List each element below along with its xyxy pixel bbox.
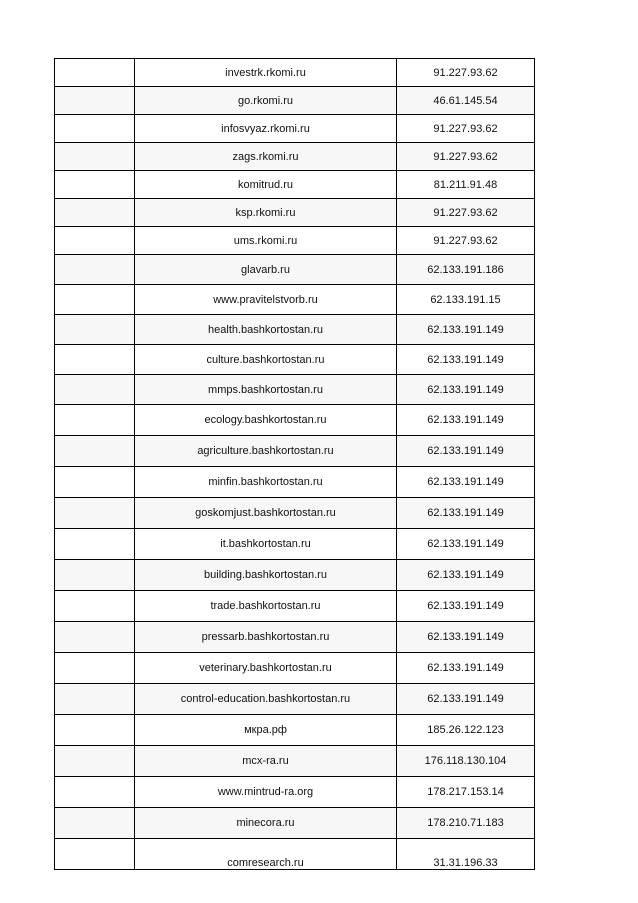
- empty-cell: [55, 255, 135, 285]
- ip-cell: 91.227.93.62: [397, 199, 535, 227]
- ip-cell: 62.133.191.149: [397, 375, 535, 405]
- empty-cell: [55, 498, 135, 529]
- ip-cell: 62.133.191.149: [397, 591, 535, 622]
- ip-cell: 62.133.191.186: [397, 255, 535, 285]
- table-row: [55, 591, 535, 622]
- empty-cell: [55, 622, 135, 653]
- empty-cell: [55, 59, 135, 87]
- ip-cell: 91.227.93.62: [397, 115, 535, 143]
- table-row: [55, 375, 535, 405]
- domain-cell: glavarb.ru: [135, 255, 397, 285]
- empty-cell: [55, 315, 135, 345]
- domain-cell: comresearch.ru: [135, 839, 397, 870]
- empty-cell: [55, 653, 135, 684]
- empty-cell: [55, 227, 135, 255]
- domain-cell: trade.bashkortostan.ru: [135, 591, 397, 622]
- domain-cell: goskomjust.bashkortostan.ru: [135, 498, 397, 529]
- ip-cell: 81.211.91.48: [397, 171, 535, 199]
- domain-cell: ums.rkomi.ru: [135, 227, 397, 255]
- domain-cell: mmps.bashkortostan.ru: [135, 375, 397, 405]
- domain-cell: komitrud.ru: [135, 171, 397, 199]
- table-row: [55, 199, 535, 227]
- ip-cell: 91.227.93.62: [397, 59, 535, 87]
- ip-cell: 62.133.191.149: [397, 405, 535, 436]
- empty-cell: [55, 115, 135, 143]
- empty-cell: [55, 808, 135, 839]
- domain-cell: ksp.rkomi.ru: [135, 199, 397, 227]
- empty-cell: [55, 436, 135, 467]
- table-row: [55, 746, 535, 777]
- ip-cell: 178.217.153.14: [397, 777, 535, 808]
- ip-cell: 62.133.191.149: [397, 653, 535, 684]
- domain-cell: zags.rkomi.ru: [135, 143, 397, 171]
- table-row: [55, 808, 535, 839]
- table-row: [55, 839, 535, 870]
- empty-cell: [55, 143, 135, 171]
- empty-cell: [55, 285, 135, 315]
- table-row: [55, 622, 535, 653]
- table-row: [55, 715, 535, 746]
- domain-cell: building.bashkortostan.ru: [135, 560, 397, 591]
- ip-cell: 178.210.71.183: [397, 808, 535, 839]
- ip-cell: 31.31.196.33: [397, 839, 535, 870]
- table-row: [55, 529, 535, 560]
- ip-cell: 62.133.191.149: [397, 622, 535, 653]
- table-row: [55, 345, 535, 375]
- domain-cell: mcx-ra.ru: [135, 746, 397, 777]
- empty-cell: [55, 746, 135, 777]
- empty-cell: [55, 345, 135, 375]
- domain-cell: investrk.rkomi.ru: [135, 59, 397, 87]
- ip-cell: 91.227.93.62: [397, 143, 535, 171]
- table-row: [55, 777, 535, 808]
- ip-cell: 46.61.145.54: [397, 87, 535, 115]
- ip-cell: 185.26.122.123: [397, 715, 535, 746]
- ip-cell: 176.118.130.104: [397, 746, 535, 777]
- table-row: [55, 467, 535, 498]
- empty-cell: [55, 529, 135, 560]
- ip-cell: 62.133.191.149: [397, 498, 535, 529]
- empty-cell: [55, 375, 135, 405]
- ip-cell: 62.133.191.149: [397, 345, 535, 375]
- domain-cell: pressarb.bashkortostan.ru: [135, 622, 397, 653]
- table-row: [55, 405, 535, 436]
- domain-cell: www.pravitelstvorb.ru: [135, 285, 397, 315]
- domain-ip-table-container: [54, 58, 534, 869]
- empty-cell: [55, 560, 135, 591]
- table-row: [55, 115, 535, 143]
- domain-cell: go.rkomi.ru: [135, 87, 397, 115]
- domain-ip-table: [54, 58, 535, 870]
- table-row: [55, 171, 535, 199]
- empty-cell: [55, 591, 135, 622]
- table-row: [55, 436, 535, 467]
- empty-cell: [55, 171, 135, 199]
- empty-cell: [55, 87, 135, 115]
- domain-cell: www.mintrud-ra.org: [135, 777, 397, 808]
- table-row: [55, 143, 535, 171]
- domain-cell: ecology.bashkortostan.ru: [135, 405, 397, 436]
- domain-cell: culture.bashkortostan.ru: [135, 345, 397, 375]
- empty-cell: [55, 715, 135, 746]
- table-row: [55, 255, 535, 285]
- domain-cell: minecora.ru: [135, 808, 397, 839]
- ip-cell: 62.133.191.149: [397, 436, 535, 467]
- table-row: [55, 315, 535, 345]
- ip-cell: 62.133.191.149: [397, 684, 535, 715]
- table-row: [55, 498, 535, 529]
- table-row: [55, 87, 535, 115]
- empty-cell: [55, 467, 135, 498]
- domain-cell: control-education.bashkortostan.ru: [135, 684, 397, 715]
- empty-cell: [55, 199, 135, 227]
- empty-cell: [55, 405, 135, 436]
- ip-cell: 62.133.191.149: [397, 560, 535, 591]
- table-body: [55, 59, 535, 870]
- ip-cell: 62.133.191.149: [397, 467, 535, 498]
- domain-cell: minfin.bashkortostan.ru: [135, 467, 397, 498]
- domain-cell: мкра.рф: [135, 715, 397, 746]
- domain-cell: veterinary.bashkortostan.ru: [135, 653, 397, 684]
- table-row: [55, 684, 535, 715]
- table-row: [55, 653, 535, 684]
- ip-cell: 62.133.191.15: [397, 285, 535, 315]
- table-row: [55, 285, 535, 315]
- domain-cell: infosvyaz.rkomi.ru: [135, 115, 397, 143]
- table-row: [55, 560, 535, 591]
- ip-cell: 62.133.191.149: [397, 529, 535, 560]
- domain-cell: it.bashkortostan.ru: [135, 529, 397, 560]
- empty-cell: [55, 777, 135, 808]
- ip-cell: 62.133.191.149: [397, 315, 535, 345]
- domain-cell: health.bashkortostan.ru: [135, 315, 397, 345]
- table-row: [55, 227, 535, 255]
- empty-cell: [55, 839, 135, 870]
- ip-cell: 91.227.93.62: [397, 227, 535, 255]
- table-row: [55, 59, 535, 87]
- empty-cell: [55, 684, 135, 715]
- domain-cell: agriculture.bashkortostan.ru: [135, 436, 397, 467]
